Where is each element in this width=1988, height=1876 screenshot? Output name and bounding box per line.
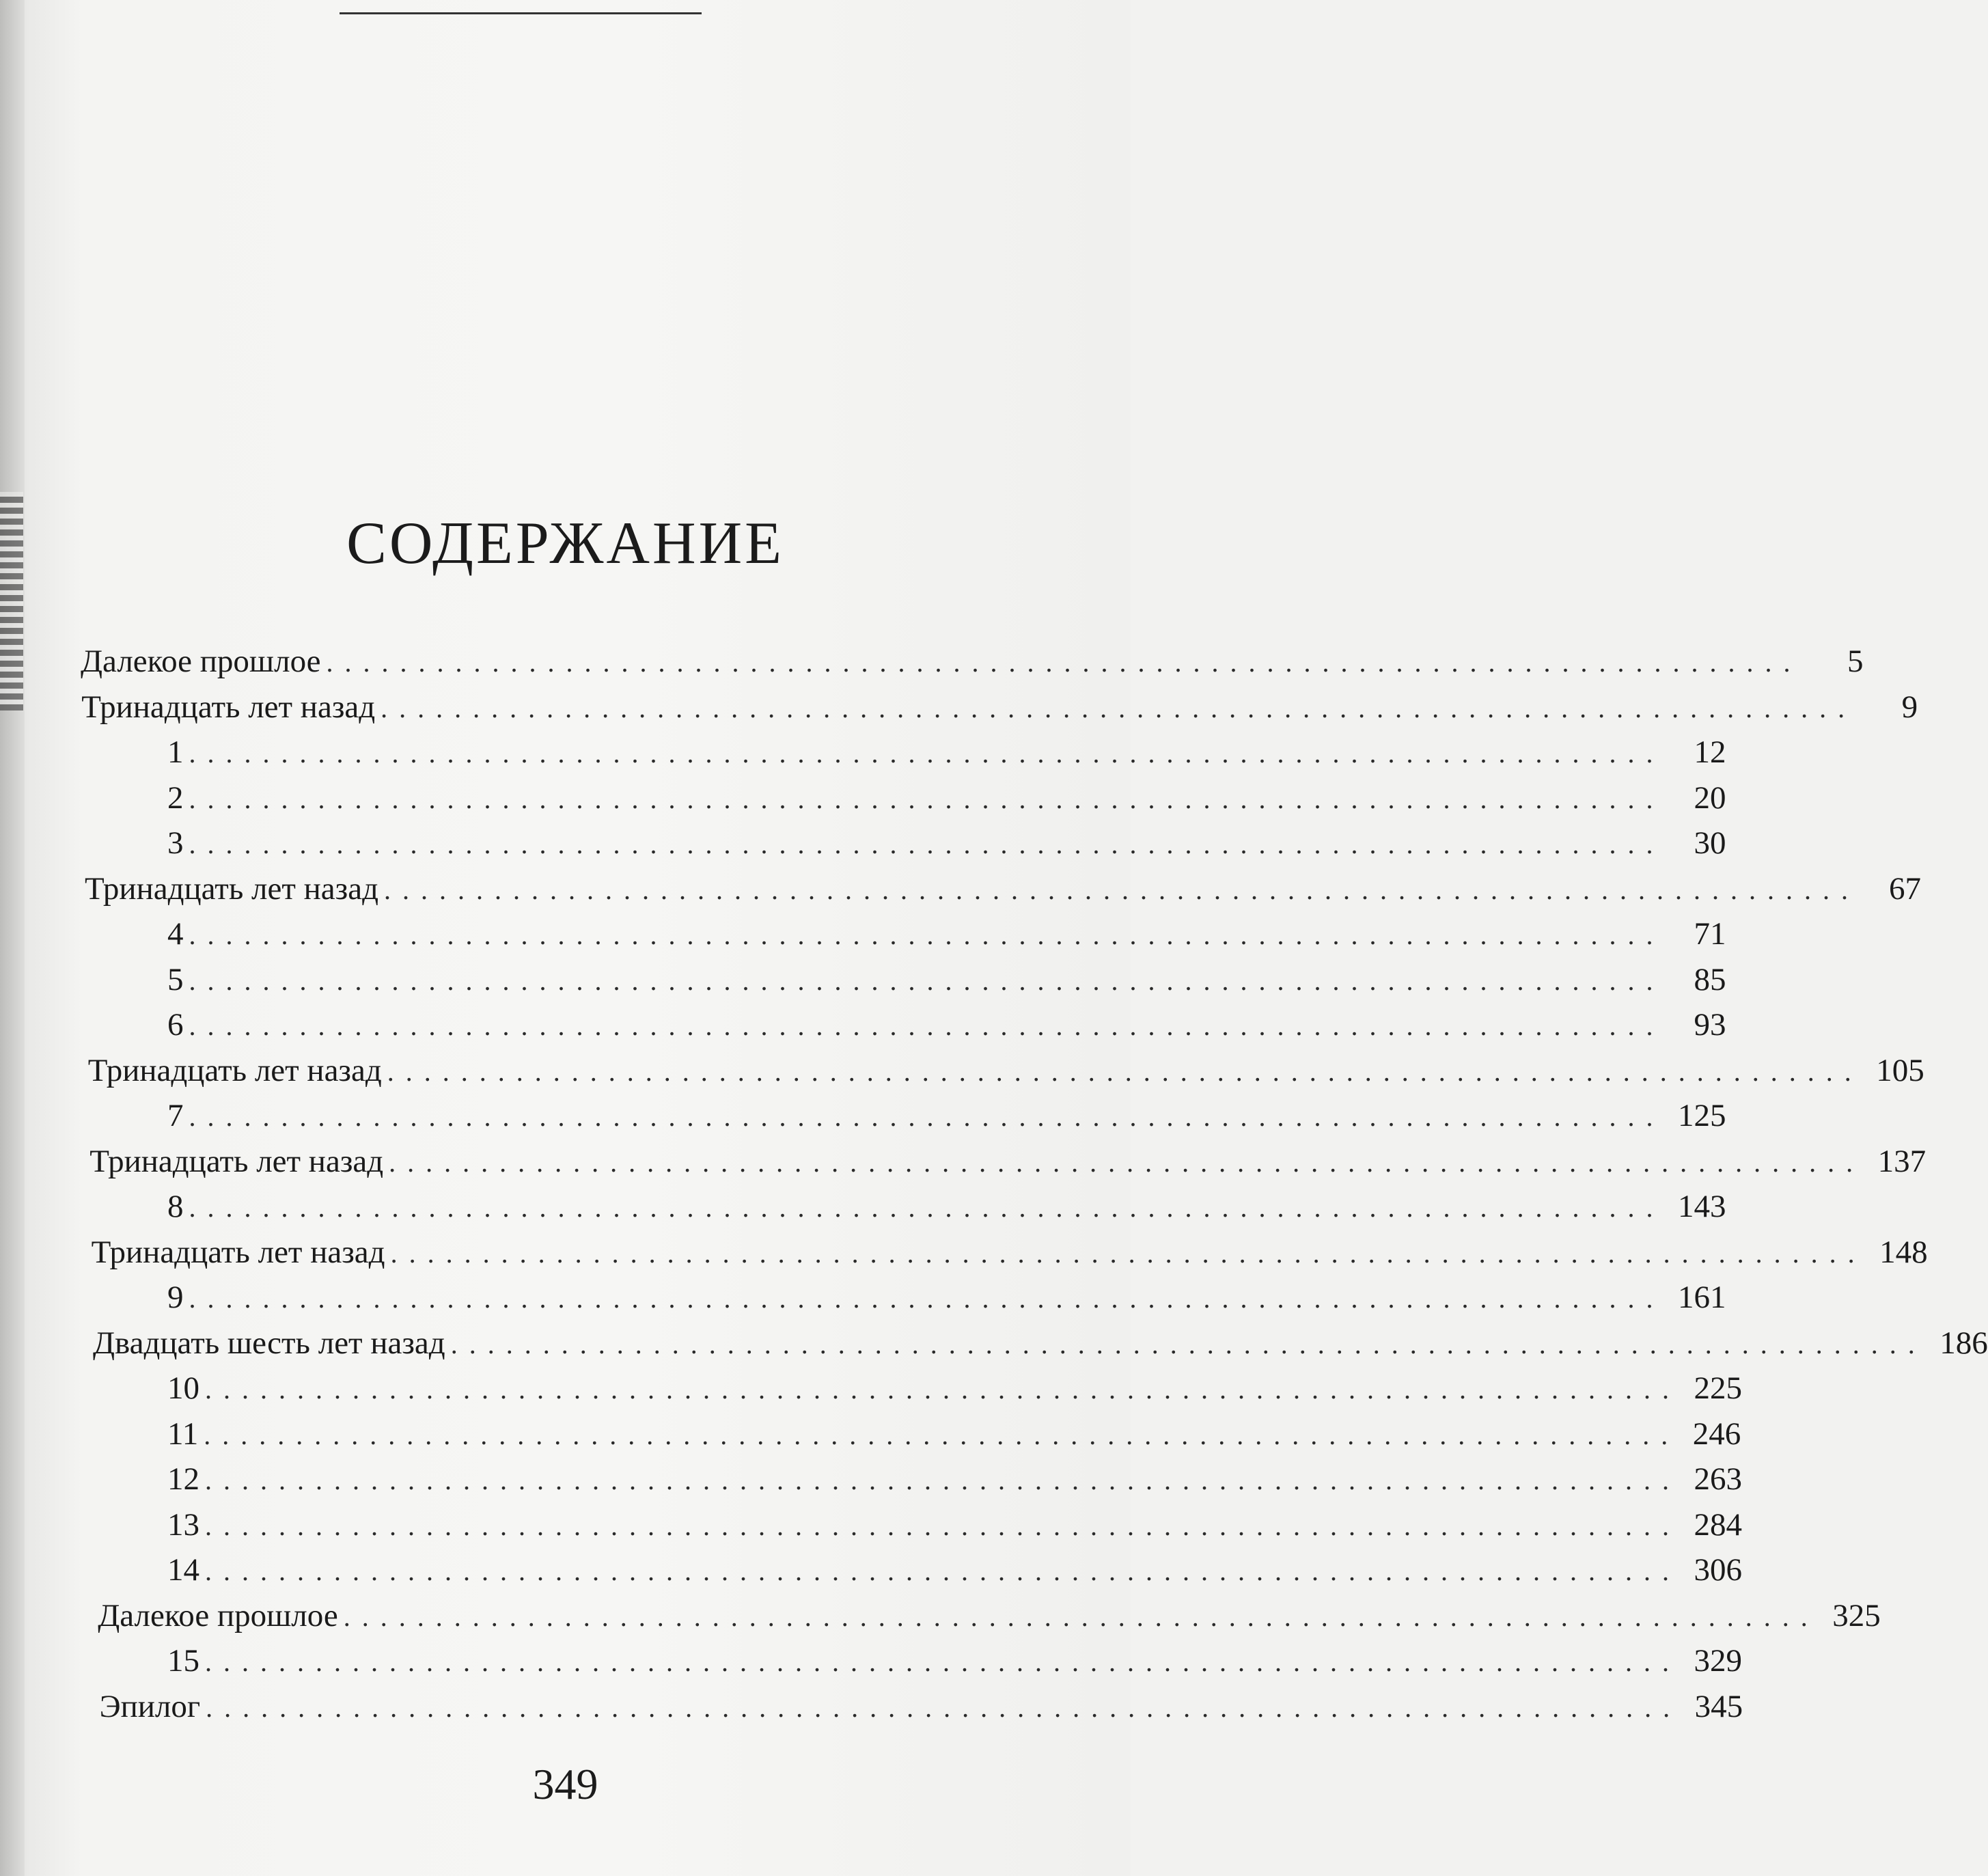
toc-entry-label: Эпилог: [99, 1688, 201, 1724]
toc-entry: [167, 913, 1726, 954]
toc-leader-dots: ................................................................................: [205, 1556, 1681, 1586]
toc-entry-page: 143: [1678, 1189, 1726, 1224]
toc-entry-page: 186: [1939, 1325, 1988, 1361]
toc-entry: [167, 1004, 1726, 1045]
toc-entry-page: 105: [1876, 1052, 1924, 1088]
toc-entry-page: 148: [1879, 1234, 1928, 1270]
toc-entry: [167, 732, 1726, 773]
toc-entry: [167, 823, 1726, 864]
toc-entry-label: 9: [167, 1280, 184, 1315]
toc-entry-page: 30: [1694, 825, 1726, 861]
toc-entry-page: 67: [1888, 870, 1921, 907]
toc-leader-dots: ................................................................................: [189, 738, 1665, 769]
toc-entry: [167, 1368, 1742, 1409]
toc-entry-page: 306: [1694, 1552, 1742, 1588]
toc-entry-page: 20: [1694, 780, 1726, 816]
toc-entry-label: Тринадцать лет назад: [85, 870, 378, 907]
toc-entry-label: Тринадцать лет назад: [87, 1052, 382, 1088]
toc-entry: [167, 1549, 1742, 1590]
toc-entry-page: 284: [1694, 1506, 1742, 1543]
toc-entry-label: 2: [167, 780, 184, 816]
toc-entry-page: 161: [1678, 1280, 1726, 1315]
toc-leader-dots: ................................................................................: [205, 1374, 1681, 1405]
toc-entry-label: 11: [167, 1416, 199, 1452]
toc-entry-page: 263: [1694, 1461, 1742, 1497]
toc-entry: [167, 1413, 1741, 1454]
toc-entry: [81, 641, 1864, 682]
toc-leader-dots: ................................................................................: [205, 1465, 1681, 1495]
toc-leader-dots: ................................................................................: [189, 1101, 1665, 1132]
toc-leader-dots: ................................................................................: [205, 1510, 1681, 1541]
toc-entry-label: 3: [167, 825, 184, 861]
toc-entry-label: Тринадцать лет назад: [89, 1143, 384, 1179]
toc-entry: [85, 868, 1921, 909]
toc-entry-page: 137: [1877, 1143, 1927, 1179]
toc-entry-label: 6: [167, 1007, 184, 1043]
toc-leader-dots: ................................................................................: [389, 1146, 1865, 1178]
toc-entry-label: 14: [167, 1552, 199, 1588]
toc-entry: [167, 1459, 1742, 1500]
toc-entry-label: Двадцать шесть лет назад: [93, 1325, 445, 1361]
toc-entry-page: 325: [1832, 1597, 1881, 1633]
toc-leader-dots: ................................................................................: [343, 1601, 1819, 1632]
toc-leader-dots: ................................................................................: [383, 874, 1860, 905]
toc-entry-label: 7: [167, 1098, 184, 1133]
toc-entry: [93, 1323, 1988, 1364]
toc-entry: [167, 777, 1726, 818]
toc-leader-dots: ................................................................................: [205, 1646, 1681, 1677]
toc-entry: [81, 687, 1918, 728]
page-number: 349: [532, 1760, 598, 1808]
toc-entry: [91, 1232, 1928, 1273]
toc-entry-page: 329: [1694, 1643, 1742, 1679]
toc-leader-dots: ................................................................................: [326, 647, 1802, 678]
toc-entry-label: 13: [167, 1506, 199, 1543]
toc-leader-dots: ................................................................................: [189, 1010, 1665, 1041]
toc-leader-dots: ................................................................................: [189, 965, 1665, 996]
toc-entry-label: 5: [167, 961, 184, 997]
toc-entry-page: 246: [1692, 1416, 1741, 1452]
toc-entry: [167, 1504, 1742, 1545]
toc-entry: [167, 1640, 1742, 1681]
toc-entry-page: 9: [1901, 689, 1918, 725]
toc-entry: [167, 1095, 1726, 1136]
toc-entry: [167, 1186, 1726, 1227]
toc-entry-page: 85: [1694, 961, 1726, 997]
toc-entry-label: 15: [167, 1643, 199, 1679]
toc-entry-label: Далекое прошлое: [81, 644, 321, 679]
toc-leader-dots: ................................................................................: [189, 783, 1665, 814]
toc-entry-page: 5: [1847, 644, 1864, 679]
toc-leader-dots: ................................................................................: [206, 1692, 1682, 1723]
toc-entry-label: Тринадцать лет назад: [81, 689, 376, 725]
toc-entry-page: 12: [1694, 734, 1726, 770]
toc-entry-page: 345: [1694, 1688, 1743, 1724]
toc-leader-dots: ................................................................................: [189, 920, 1665, 950]
toc-leader-dots: ................................................................................: [204, 1419, 1680, 1450]
toc-entry-label: 10: [167, 1370, 199, 1406]
toc-leader-dots: ................................................................................: [189, 1192, 1665, 1223]
toc-entry-label: 12: [167, 1461, 199, 1497]
toc-leader-dots: ................................................................................: [381, 692, 1857, 723]
toc-entry: [87, 1050, 1924, 1091]
toc-entry-page: 125: [1678, 1098, 1726, 1133]
toc-leader-dots: ................................................................................: [189, 1283, 1665, 1314]
toc-entry: [89, 1141, 1927, 1182]
toc-entry: [98, 1595, 1881, 1636]
toc-entry: [167, 1277, 1726, 1318]
toc-entry-page: 71: [1694, 916, 1726, 952]
toc-entry-page: 225: [1694, 1370, 1742, 1406]
toc-entry-label: Далекое прошлое: [98, 1597, 338, 1633]
toc-entry: [167, 959, 1726, 1000]
toc-leader-dots: ................................................................................: [387, 1056, 1863, 1087]
toc-entry-label: 8: [167, 1189, 184, 1224]
toc-leader-dots: ................................................................................: [390, 1237, 1866, 1269]
page-title: СОДЕРЖАНИЕ: [346, 510, 784, 577]
toc-leader-dots: ................................................................................: [189, 829, 1665, 859]
toc-leader-dots: ................................................................................: [450, 1328, 1927, 1360]
toc-entry-page: 93: [1694, 1007, 1726, 1043]
toc-entry: [99, 1686, 1743, 1727]
toc-entry-label: 1: [167, 734, 184, 770]
toc-entry-label: 4: [167, 916, 184, 952]
toc-entry-label: Тринадцать лет назад: [91, 1234, 385, 1270]
